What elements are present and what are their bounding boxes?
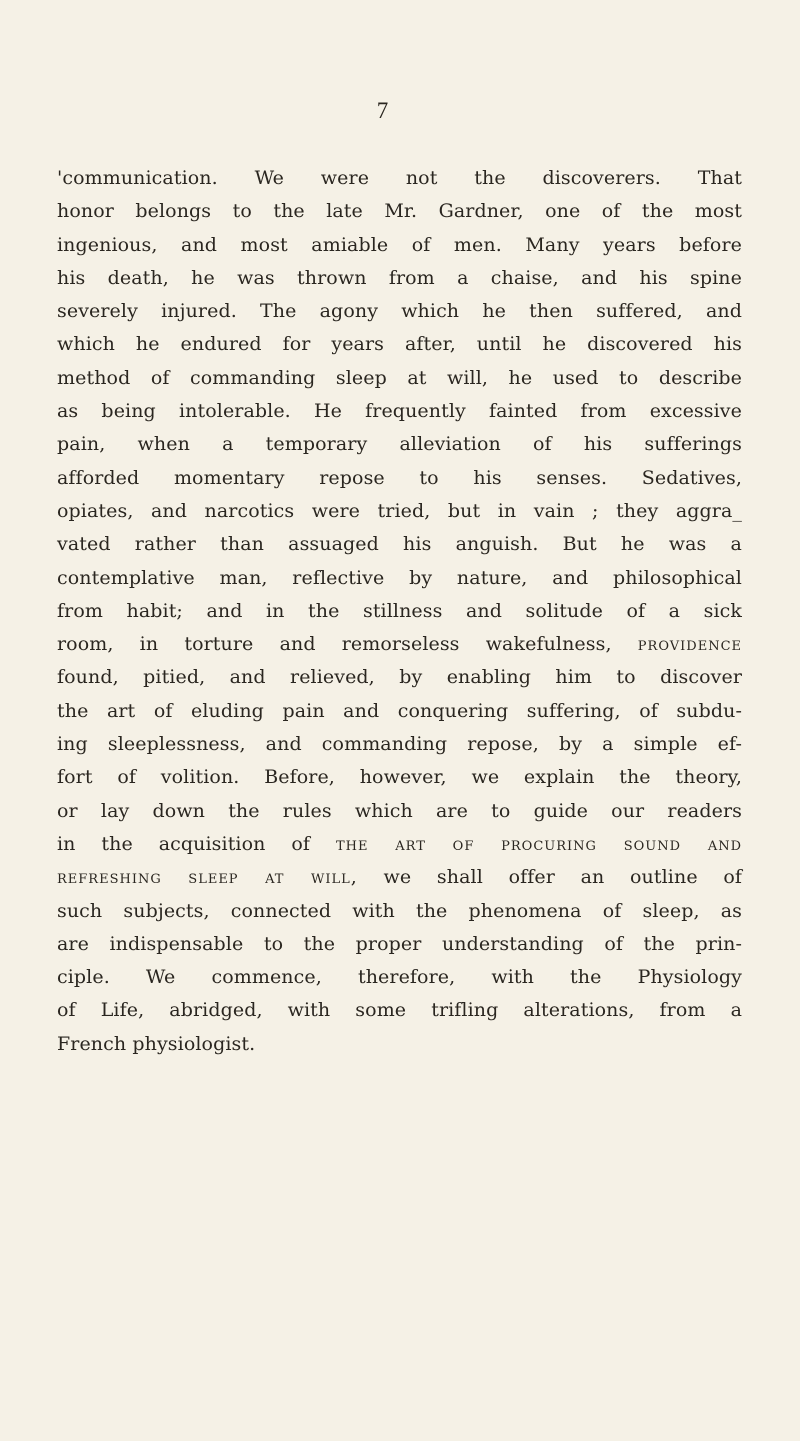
text-line: severely injured. The agony which he then suffered, and: [57, 300, 742, 323]
text-line: which he endured for years after, until he discovered his: [57, 333, 742, 356]
text-line: contemplative man, reflective by nature, and philosophical: [57, 566, 742, 589]
text-line: [57, 628, 742, 661]
body-text: [57, 162, 742, 1061]
text-line: 'communication. We were not the discoverers. That: [57, 167, 742, 189]
text-segment: we shall offer an outline of: [383, 866, 743, 889]
text-line: the art of eluding pain and conquering suffering, of subdu-: [57, 699, 742, 722]
text-line: of Life, abridged, with some trifling alterations, from a: [57, 999, 742, 1022]
text-line: French physiologist.: [57, 1032, 256, 1055]
text-line: ing sleeplessness, and commanding repose, by a simple ef-: [57, 733, 742, 756]
text-line: method of commanding sleep at will, he used to describe: [57, 366, 742, 389]
text-line: or lay down the rules which are to guide our readers: [57, 799, 742, 822]
text-line: such subjects, connected with the phenomena of sleep, as: [57, 899, 742, 922]
text-line: are indispensable to the proper understanding of the prin-: [57, 932, 742, 955]
text-line: [57, 861, 742, 894]
text-line: [57, 828, 742, 861]
text-line: ciple. We commence, therefore, with the Physiology: [57, 966, 742, 989]
text-line: from habit; and in the stillness and solitude of a sick: [57, 599, 742, 622]
text-segment: in the acquisition of: [57, 832, 311, 855]
text-line: afforded momentary repose to his senses. Sedatives,: [57, 466, 742, 489]
text-segment: room, in torture and remorseless wakefulness,: [57, 633, 612, 656]
text-line: ingenious, and most amiable of men. Many years before: [57, 233, 742, 256]
text-line: his death, he was thrown from a chaise, and his spine: [57, 266, 742, 289]
text-line: opiates, and narcotics were tried, but in vain ; they aggra_: [57, 499, 742, 522]
text-line: found, pitied, and relieved, by enabling him to discover: [57, 666, 742, 689]
page-number: 7: [376, 98, 389, 123]
small-caps-word: providence: [637, 633, 743, 656]
small-caps-title: the art of procuring sound and: [335, 832, 743, 855]
text-line: vated rather than assuaged his anguish. But he was a: [57, 533, 742, 556]
small-caps-title: refreshing sleep at will,: [57, 866, 358, 889]
text-line: as being intolerable. He frequently fainted from excessive: [57, 400, 742, 423]
text-line: honor belongs to the late Mr. Gardner, one of the most: [57, 200, 742, 223]
text-line: pain, when a temporary alleviation of his sufferings: [57, 433, 742, 456]
text-line: fort of volition. Before, however, we explain the theory,: [57, 766, 742, 789]
